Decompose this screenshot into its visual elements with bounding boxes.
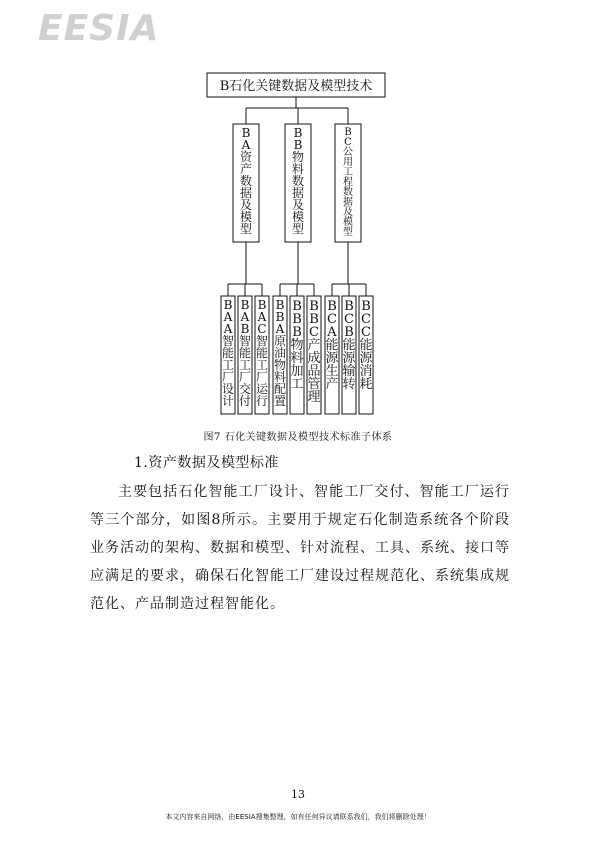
branch-node-label: B C 公用工程数据及模型 bbox=[343, 127, 353, 238]
section-heading: 1.资产数据及模型标准 bbox=[134, 455, 279, 471]
body-paragraph: 主要包括石化智能工厂设计、智能工厂交付、智能工厂运行等三个部分，如图8所示。主要用于规定石化制造系统各个阶段业务活动的架构、数据和模型、针对流程、工具、系统、接口等应满足的要求，确保石化智能工厂建设过程规范化、系统集成规范化、产品制造过程智能化。 bbox=[90, 484, 510, 612]
leaf-node-label: B A A 智能工厂设计 bbox=[221, 298, 235, 408]
leaf-node-label: B B C 产成品管理 bbox=[307, 299, 321, 405]
leaf-node-label: B C B 能源输转 bbox=[342, 299, 356, 392]
leaf-node-label: B B A 原油物料配置 bbox=[273, 298, 287, 408]
branch-node-label: B B 物料数据及模型 bbox=[291, 126, 305, 236]
leaf-node-label: B B B 物料加工 bbox=[290, 299, 304, 392]
leaf-node-label: B A B 智能工厂交付 bbox=[238, 298, 252, 408]
leaf-node-label: B C C 能源消耗 bbox=[359, 299, 373, 392]
eesia-logo: EESIA bbox=[38, 8, 160, 49]
root-node-label: B石化关键数据及模型技术 bbox=[219, 79, 373, 94]
page-number: 13 bbox=[291, 788, 305, 801]
leaf-node-label: B A C 智能工厂运行 bbox=[255, 298, 269, 408]
leaf-node-label: B C A 能源生产 bbox=[325, 299, 339, 392]
footer-disclaimer: 本文内容来自网络，由EESIA搜集整理，如有任何异议请联系我们，我们将删除处理！ bbox=[165, 813, 431, 821]
branch-node-label: B A 资产数据及模型 bbox=[239, 126, 253, 236]
figure-caption: 图7 石化关键数据及模型技术标准子体系 bbox=[203, 432, 393, 443]
